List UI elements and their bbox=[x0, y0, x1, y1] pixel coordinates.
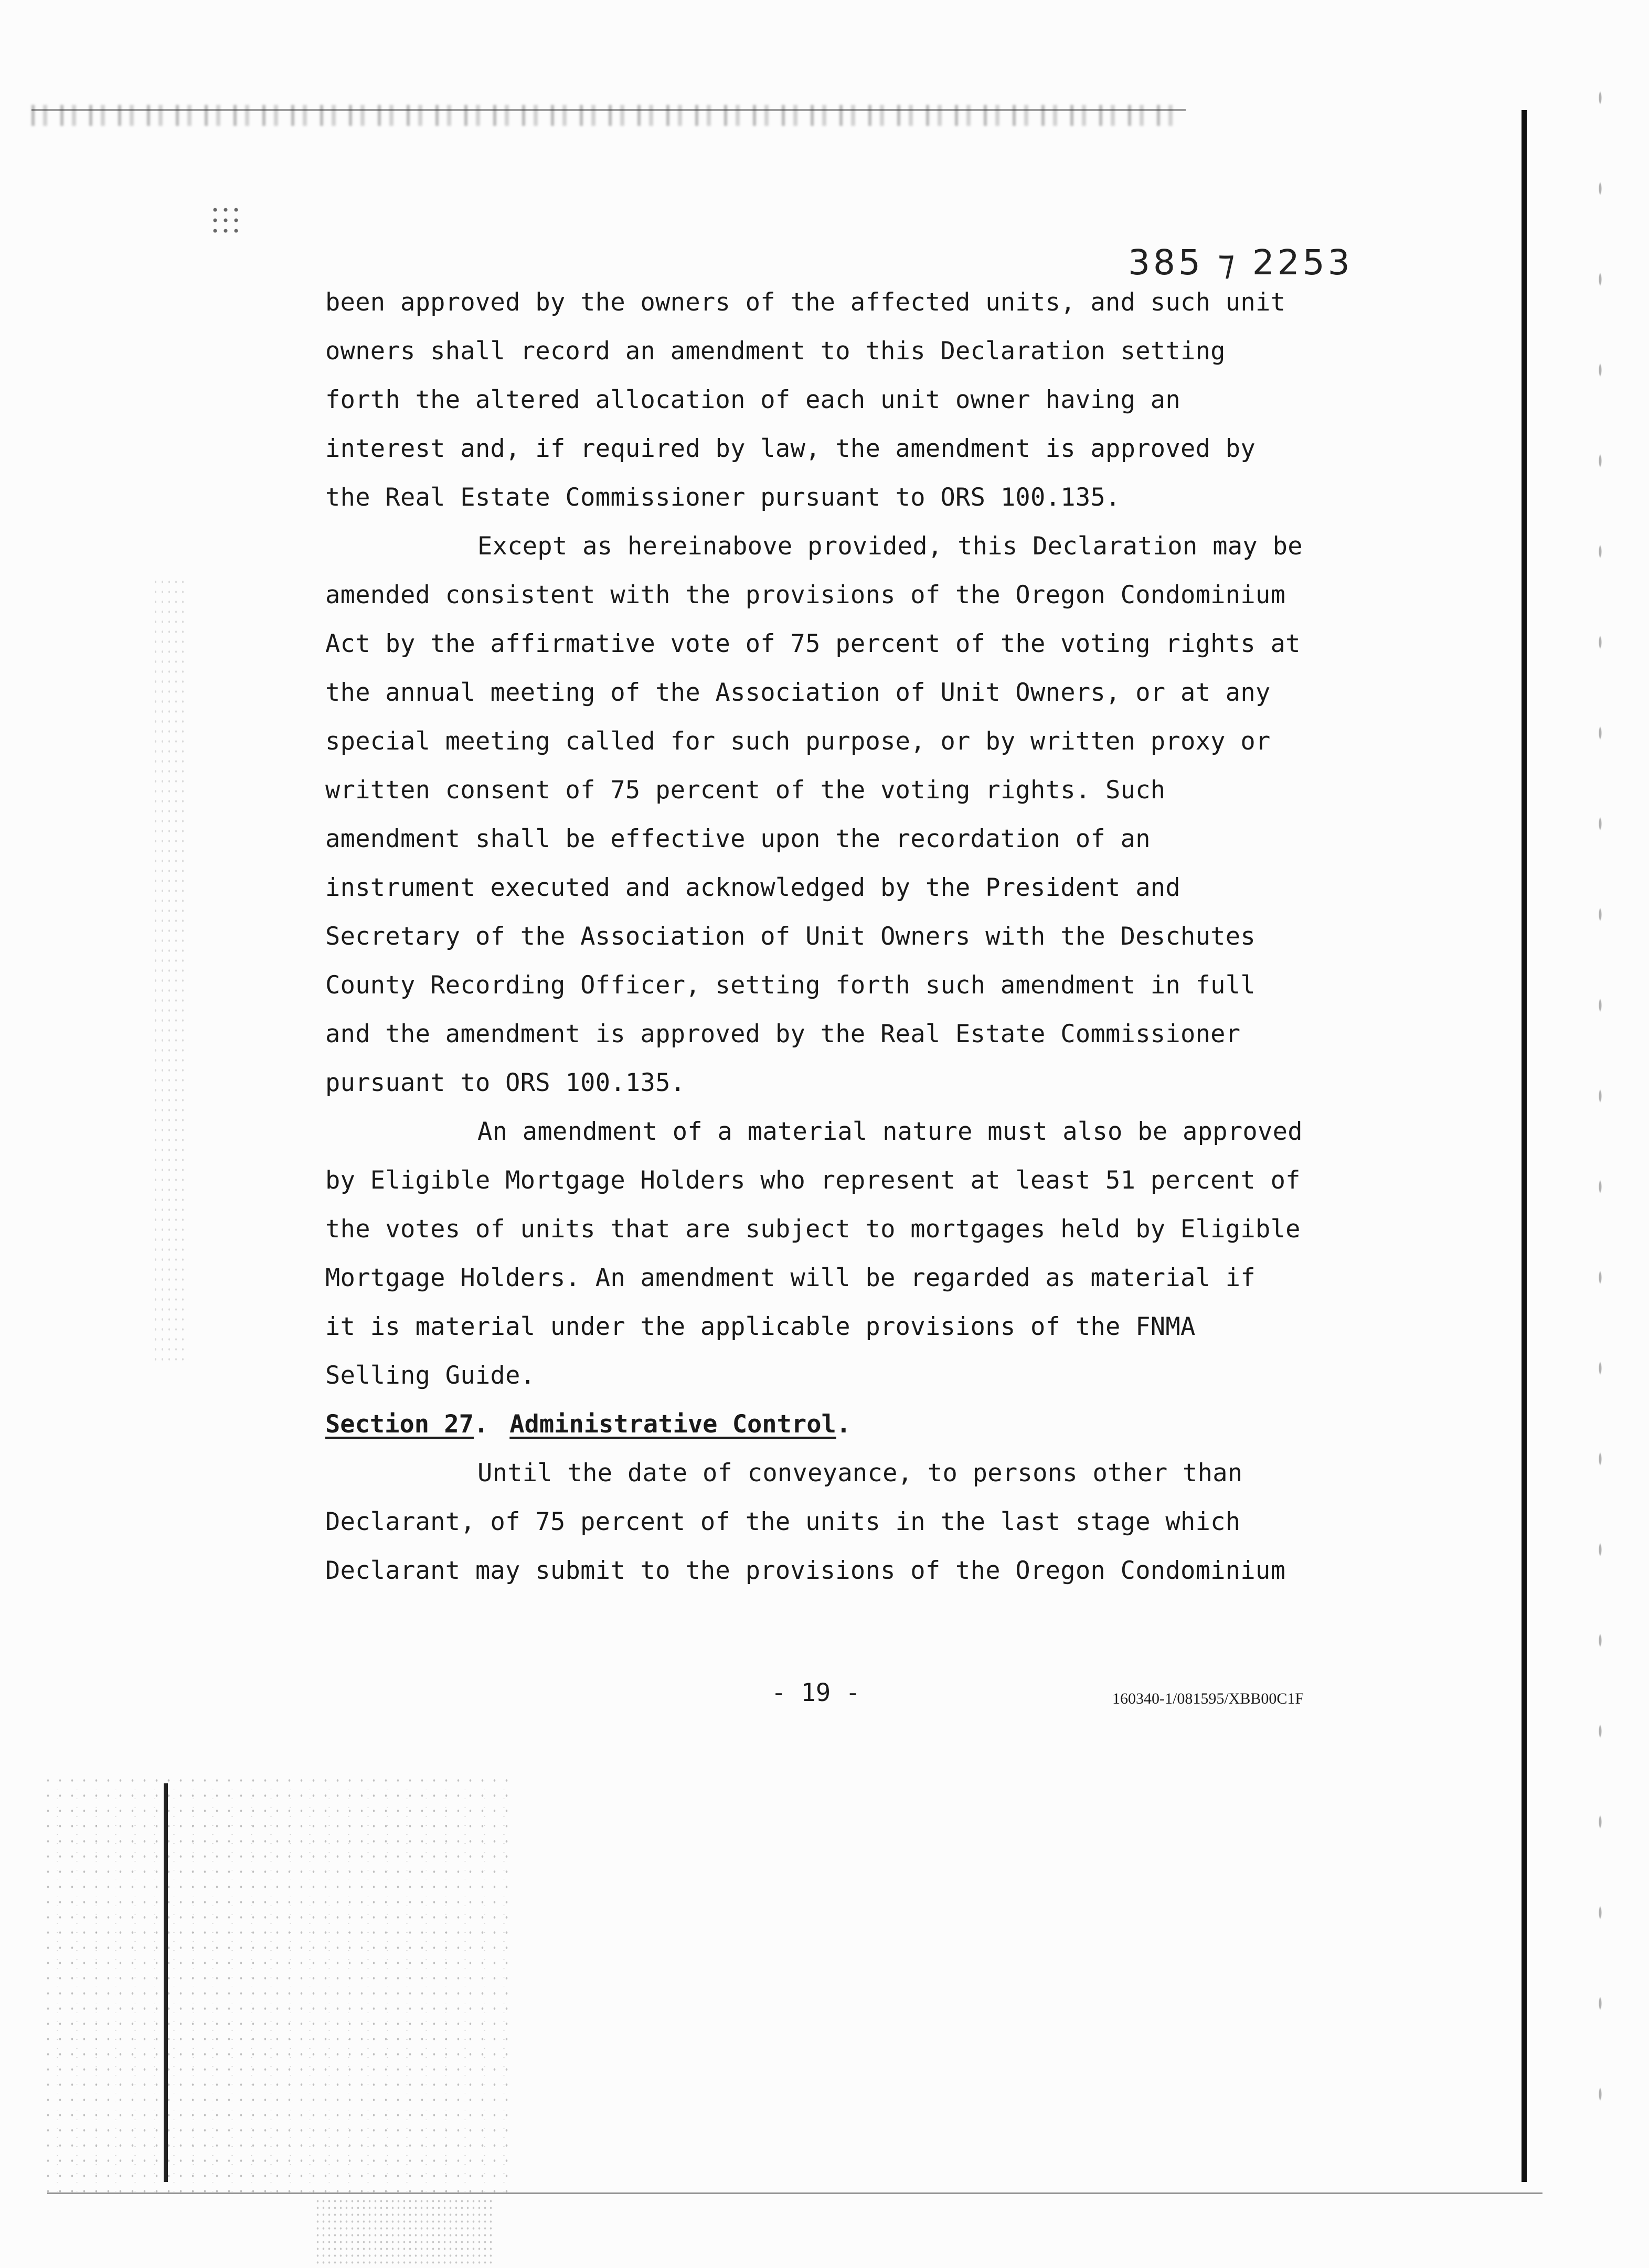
text-line: owners shall record an amendment to this Declaration setting bbox=[325, 337, 1226, 366]
text-line: Declarant, of 75 percent of the units in the last stage which bbox=[325, 1507, 1241, 1536]
text-line: Act by the affirmative vote of 75 percent of the voting rights at bbox=[325, 629, 1301, 658]
text-line: it is material under the applicable provisions of the FNMA bbox=[325, 1312, 1196, 1341]
scan-dots bbox=[210, 205, 241, 236]
folio-number: 385 ⁊ 2253 bbox=[1128, 242, 1353, 283]
scan-artifact-top bbox=[31, 105, 1186, 126]
scan-right-border bbox=[1522, 110, 1527, 2182]
text-line: County Recording Officer, setting forth such amendment in full bbox=[325, 971, 1256, 1000]
text-line: been approved by the owners of the affected units, and such unit bbox=[325, 288, 1286, 317]
scan-artifact-top-line bbox=[31, 109, 1186, 111]
section-title: Administrative Control bbox=[509, 1410, 836, 1439]
text-line: forth the altered allocation of each unit owner having an bbox=[325, 386, 1180, 414]
text-line: the votes of units that are subject to mortgages held by Eligible bbox=[325, 1215, 1301, 1244]
text-line: the Real Estate Commissioner pursuant to ORS 100.135. bbox=[325, 483, 1121, 512]
text-line: amendment shall be effective upon the recordation of an bbox=[325, 825, 1151, 853]
scan-edge-marks bbox=[1590, 52, 1611, 2151]
scan-speckle-bottom-left bbox=[42, 1773, 514, 2192]
text-line: amended consistent with the provisions of the Oregon Condominium bbox=[325, 581, 1286, 609]
scan-bottom-tab bbox=[315, 2198, 493, 2268]
text-line: pursuant to ORS 100.135. bbox=[325, 1068, 686, 1097]
text-line: instrument executed and acknowledged by the President and bbox=[325, 873, 1180, 902]
section-heading: Section 27. Administrative Control. bbox=[325, 1410, 852, 1439]
scan-speckle-left bbox=[152, 577, 189, 1364]
text-line: An amendment of a material nature must also be approved bbox=[477, 1117, 1303, 1146]
text-line: and the amendment is approved by the Real Estate Commissioner bbox=[325, 1020, 1241, 1049]
page-number: - 19 - bbox=[771, 1678, 860, 1707]
text-line: Declarant may submit to the provisions of the Oregon Condominium bbox=[325, 1556, 1286, 1585]
text-line: the annual meeting of the Association of Unit Owners, or at any bbox=[325, 678, 1271, 707]
body-text bbox=[325, 278, 1406, 1595]
text-line: Mortgage Holders. An amendment will be regarded as material if bbox=[325, 1264, 1256, 1292]
text-line: interest and, if required by law, the amendment is approved by bbox=[325, 434, 1256, 463]
document-id: 160340-1/081595/XBB00C1F bbox=[1112, 1690, 1304, 1707]
scan-bottom-line bbox=[47, 2192, 1542, 2194]
text-line: written consent of 75 percent of the voting rights. Such bbox=[325, 776, 1166, 805]
text-line: Except as hereinabove provided, this Declaration may be bbox=[477, 532, 1303, 561]
text-line: by Eligible Mortgage Holders who represent at least 51 percent of bbox=[325, 1166, 1301, 1195]
text-line: special meeting called for such purpose, or by written proxy or bbox=[325, 727, 1271, 756]
text-line: Selling Guide. bbox=[325, 1361, 536, 1390]
section-number: Section 27 bbox=[325, 1410, 474, 1439]
text-line: Secretary of the Association of Unit Owners with the Deschutes bbox=[325, 922, 1256, 951]
text-line: Until the date of conveyance, to persons other than bbox=[477, 1459, 1243, 1488]
